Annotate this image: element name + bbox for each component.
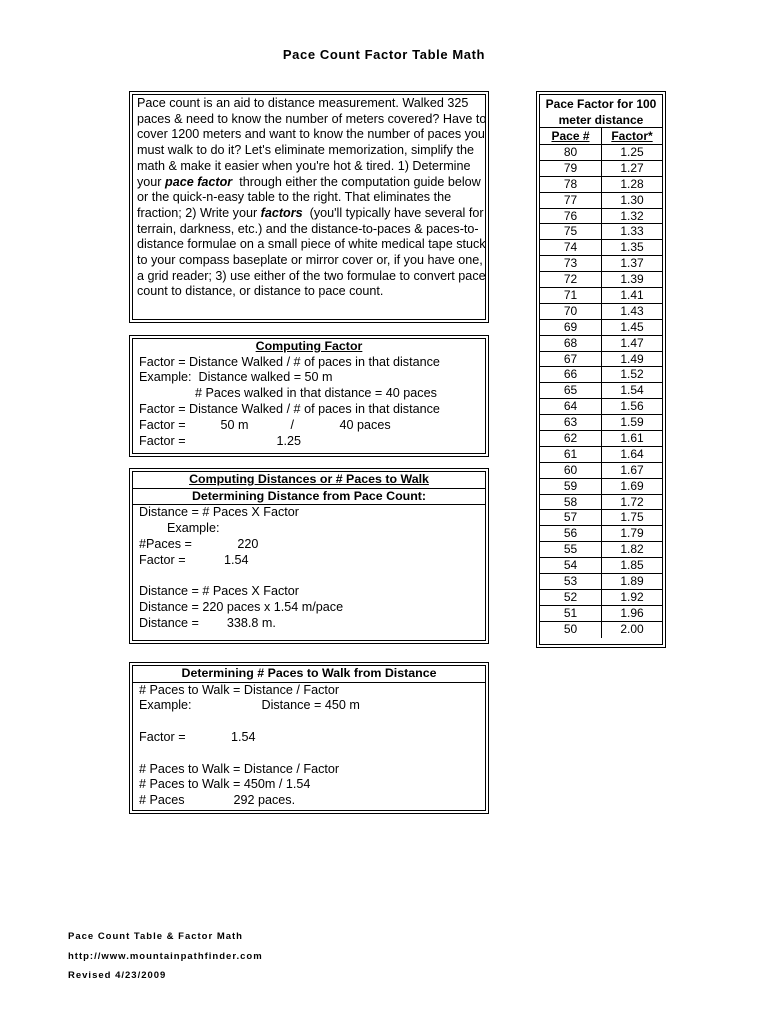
table-row	[540, 336, 662, 352]
factor-cell: 1.37	[620, 256, 644, 271]
factor-cell: 1.54	[620, 383, 644, 398]
computing-distances-box	[129, 468, 489, 644]
pace-cell: 54	[540, 558, 602, 573]
table-row	[540, 431, 662, 447]
table-row	[540, 415, 662, 431]
intro-line: a grid reader; 3) use either of the two formulae to convert pace	[137, 268, 486, 283]
pace-factor-table	[536, 91, 666, 648]
computing-factor-content	[132, 338, 486, 454]
table-row	[540, 209, 662, 225]
factor-cell: 1.56	[620, 399, 644, 414]
factor-cell: 1.67	[620, 462, 644, 477]
factors-emphasis: factors	[260, 205, 303, 220]
page-title: Pace Count Factor Table Math	[282, 47, 486, 62]
pace-cell: 51	[540, 606, 602, 621]
pace-cell: 64	[540, 399, 602, 414]
formula-row	[133, 714, 485, 730]
table-row	[540, 542, 662, 558]
intro-text-fragment: through either the computation guide below	[232, 174, 481, 189]
footer-title: Pace Count Table & Factor Math	[68, 931, 243, 942]
table-row	[540, 145, 662, 161]
table-row	[540, 622, 662, 638]
factor-cell: 1.69	[620, 478, 644, 493]
pace-cell: 78	[540, 177, 602, 192]
pace-cell: 52	[540, 590, 602, 605]
factor-cell: 1.45	[620, 319, 644, 334]
formula-row: # Paces to Walk = Distance / Factor	[133, 682, 485, 699]
factor-cell: 1.92	[620, 589, 644, 604]
footer-url[interactable]: http://www.mountainpathfinder.com	[68, 950, 263, 962]
pace-cell: 56	[540, 526, 602, 541]
factor-cell: 1.72	[620, 494, 644, 509]
factor-cell: 1.25	[620, 145, 644, 159]
intro-box	[129, 91, 489, 323]
pace-cell: 58	[540, 495, 602, 510]
table-row	[540, 590, 662, 606]
factor-cell: 1.49	[620, 351, 644, 366]
intro-line: paces & need to know the number of meters covered? Have to	[137, 111, 487, 126]
formula-row: Distance = 338.8 m.	[139, 615, 276, 630]
table-row	[540, 463, 662, 479]
pace-cell: 71	[540, 288, 602, 303]
pace-cell: 76	[540, 209, 602, 224]
intro-line: must walk to do it? Let's eliminate memorization, simplify the	[137, 143, 474, 158]
factor-cell: 1.61	[620, 431, 644, 446]
table-row	[540, 495, 662, 511]
table-row	[540, 510, 662, 526]
factor-cell: 1.52	[620, 367, 644, 382]
pace-cell: 50	[540, 622, 602, 638]
factor-cell: 1.64	[620, 446, 644, 461]
table-row	[540, 177, 662, 193]
pace-cell: 57	[540, 510, 602, 525]
intro-text-fragment: (you'll typically have several for	[302, 205, 484, 220]
factor-cell: 1.85	[620, 558, 644, 573]
pace-factor-table-inner	[539, 94, 663, 645]
pace-cell: 61	[540, 447, 602, 462]
determining-distance-heading: Determining Distance from Pace Count:	[133, 488, 485, 505]
formula-row	[133, 746, 485, 762]
table-row	[540, 479, 662, 495]
table-row	[540, 352, 662, 368]
formula-row: Factor = 50 m / 40 paces	[139, 417, 391, 432]
intro-line	[137, 205, 484, 222]
pace-cell: 59	[540, 479, 602, 494]
table-row	[540, 288, 662, 304]
formula-row: # Paces 292 paces.	[139, 793, 296, 808]
formula-row: # Paces walked in that distance = 40 paces	[139, 386, 437, 401]
table-row	[540, 304, 662, 320]
formula-row: Example: Distance = 450 m	[139, 698, 360, 713]
formula-row: Factor = 1.25	[139, 433, 302, 448]
pace-column-header: Pace #	[540, 128, 602, 144]
table-row	[540, 193, 662, 209]
formula-row: Distance = 220 paces x 1.54 m/pace	[139, 599, 344, 614]
factor-cell: 1.82	[620, 542, 644, 557]
formula-row: Example: Distance walked = 50 m	[139, 370, 333, 385]
factor-cell: 1.96	[620, 605, 644, 620]
table-row	[540, 399, 662, 415]
intro-text	[132, 94, 486, 320]
intro-line: to your compass baseplate or mirror cover or, if you have one,	[137, 253, 483, 268]
factor-cell: 1.75	[620, 510, 644, 525]
intro-text-fragment: your	[137, 174, 165, 189]
pace-cell: 72	[540, 272, 602, 287]
factor-cell: 2.00	[620, 621, 644, 636]
factor-cell: 1.27	[620, 160, 644, 175]
formula-row: Example:	[139, 520, 220, 535]
formula-row: # Paces to Walk = 450m / 1.54	[139, 777, 311, 792]
determining-paces-content	[132, 665, 486, 811]
table-row	[540, 574, 662, 590]
pace-cell: 55	[540, 542, 602, 557]
computing-distances-content	[132, 471, 486, 641]
formula-row: #Paces = 220	[139, 536, 259, 551]
factor-cell: 1.32	[620, 208, 644, 223]
intro-line: cover 1200 meters and want to know the number of paces you	[137, 127, 485, 142]
pace-cell: 69	[540, 320, 602, 335]
pace-cell: 53	[540, 574, 602, 589]
table-title-line: Pace Factor for 100	[545, 97, 657, 111]
pace-cell: 65	[540, 383, 602, 398]
formula-row: Factor = 1.54	[139, 729, 256, 744]
table-row	[540, 526, 662, 542]
table-row	[540, 240, 662, 256]
intro-line: math & make it easier when you're hot & tired. 1) Determine	[137, 158, 471, 173]
computing-factor-heading: Computing Factor	[255, 339, 363, 353]
pace-factor-table-title	[540, 95, 662, 128]
pace-cell: 62	[540, 431, 602, 446]
factor-cell: 1.39	[620, 272, 644, 287]
factor-cell: 1.47	[620, 335, 644, 350]
pace-cell: 60	[540, 463, 602, 478]
intro-line: or the quick-n-easy table to the right. That eliminates the	[137, 190, 452, 205]
factor-cell: 1.89	[620, 574, 644, 589]
table-title-line: meter distance	[558, 113, 644, 127]
factor-cell: 1.43	[620, 303, 644, 318]
formula-row: Distance = # Paces X Factor	[139, 584, 299, 599]
formula-row: # Paces to Walk = Distance / Factor	[139, 761, 340, 776]
pace-cell: 66	[540, 367, 602, 382]
factor-cell: 1.79	[620, 526, 644, 541]
pace-cell: 77	[540, 193, 602, 208]
pace-cell: 74	[540, 240, 602, 255]
factor-cell: 1.59	[620, 415, 644, 430]
pace-cell: 73	[540, 256, 602, 271]
factor-cell: 1.30	[620, 192, 644, 207]
factor-column-header: Factor*	[611, 129, 653, 143]
determining-paces-heading: Determining # Paces to Walk from Distance	[181, 666, 437, 680]
table-body	[540, 145, 662, 638]
formula-row	[133, 568, 485, 584]
pace-cell: 68	[540, 336, 602, 351]
table-row	[540, 383, 662, 399]
footer	[68, 927, 263, 986]
pace-cell: 67	[540, 352, 602, 367]
table-header-row	[540, 128, 662, 145]
intro-line: count to distance, or distance to pace count.	[137, 284, 384, 299]
table-row	[540, 256, 662, 272]
factor-cell: 1.28	[620, 176, 644, 191]
table-row	[540, 161, 662, 177]
formula-row: Distance = # Paces X Factor	[133, 504, 485, 521]
intro-line: terrain, darkness, etc.) and the distance-to-paces & paces-to-	[137, 221, 479, 236]
intro-line	[137, 175, 481, 191]
intro-line: distance formulae on a small piece of white medical tape stuck	[137, 237, 486, 252]
table-row	[540, 606, 662, 622]
formula-row: Factor = Distance Walked / # of paces in that distance	[139, 354, 440, 369]
determining-paces-box	[129, 662, 489, 814]
footer-revised: Revised 4/23/2009	[68, 970, 167, 981]
table-row	[540, 224, 662, 240]
pace-factor-emphasis: pace factor	[165, 174, 233, 189]
formula-row: Factor = 1.54	[139, 552, 249, 567]
pace-cell: 70	[540, 304, 602, 319]
intro-line: Pace count is an aid to distance measurement. Walked 325	[137, 96, 469, 110]
pace-cell: 63	[540, 415, 602, 430]
factor-cell: 1.35	[620, 240, 644, 255]
factor-cell: 1.41	[620, 288, 644, 303]
pace-cell: 75	[540, 224, 602, 239]
table-row	[540, 447, 662, 463]
pace-cell: 79	[540, 161, 602, 176]
computing-distances-heading: Computing Distances or # Paces to Walk	[189, 472, 429, 486]
computing-factor-box	[129, 335, 489, 457]
factor-cell: 1.33	[620, 224, 644, 239]
intro-text-fragment: fraction; 2) Write your	[137, 205, 261, 220]
table-row	[540, 558, 662, 574]
table-row	[540, 367, 662, 383]
pace-cell: 80	[540, 145, 602, 160]
table-row	[540, 320, 662, 336]
formula-row: Factor = Distance Walked / # of paces in that distance	[139, 401, 440, 416]
table-row	[540, 272, 662, 288]
